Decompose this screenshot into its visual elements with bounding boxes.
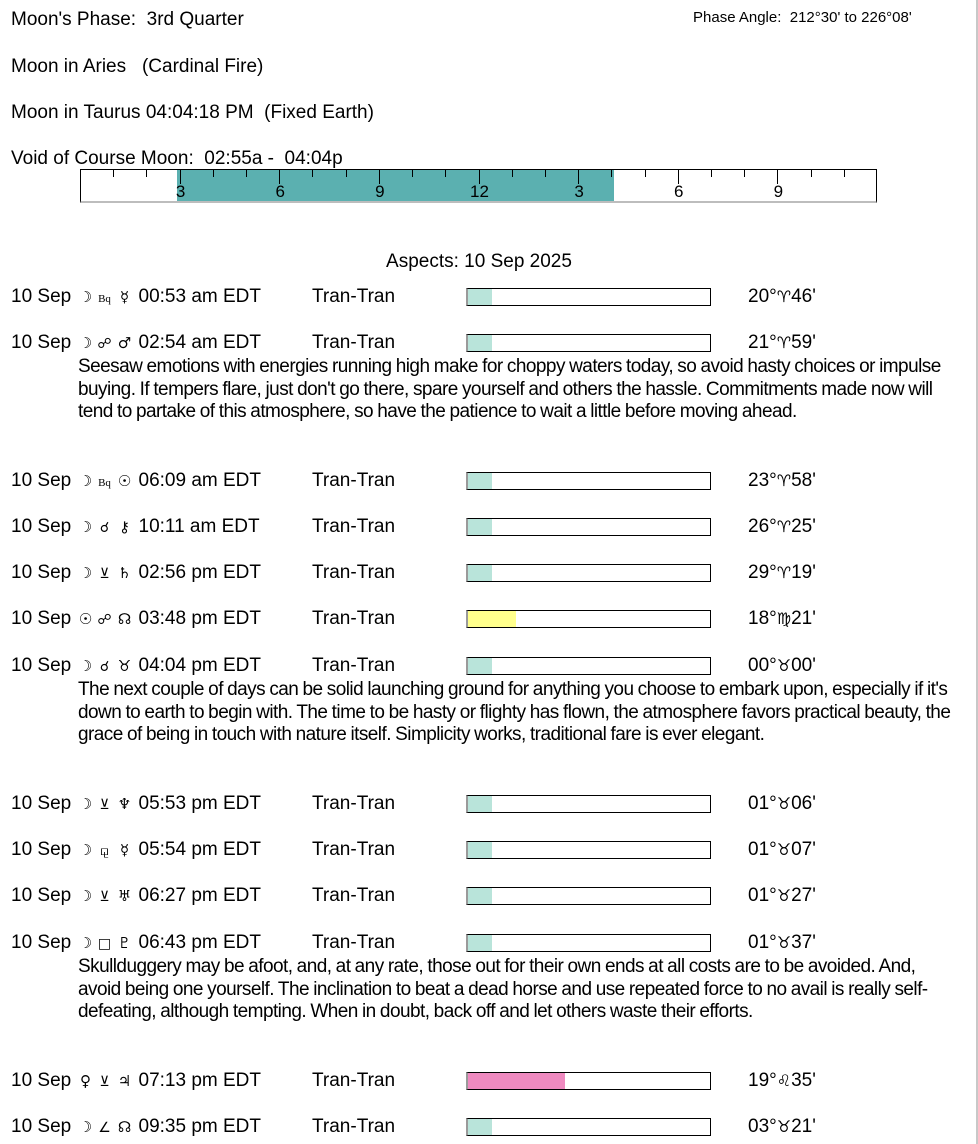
aspect-time: 02:56 pm EDT bbox=[138, 562, 262, 583]
aspect-row bbox=[0, 470, 970, 494]
aspect-time: 07:13 pm EDT bbox=[138, 1070, 262, 1091]
aspect-icon: ⊻ bbox=[99, 797, 110, 813]
aspect-time: 00:53 am EDT bbox=[138, 286, 262, 307]
timeline-tick bbox=[445, 170, 446, 177]
zodiac-sign-icon: ♉ bbox=[776, 656, 792, 675]
aspect-strength-fill bbox=[468, 519, 492, 535]
aspect-date: 10 Sep bbox=[11, 562, 72, 583]
timeline-hour-label: 6 bbox=[674, 182, 684, 201]
aspect-position bbox=[748, 932, 816, 954]
aspect-type: Tran-Tran bbox=[312, 332, 396, 353]
aspect-row bbox=[0, 1070, 970, 1094]
aspect-icon: Bq bbox=[98, 477, 111, 489]
position-minute: 07' bbox=[791, 839, 816, 860]
planet-1-icon: ☽ bbox=[78, 472, 93, 490]
aspect-strength-fill bbox=[468, 796, 492, 812]
aspect-date: 10 Sep bbox=[11, 470, 72, 491]
position-degree: 21° bbox=[748, 332, 777, 353]
aspect-strength-bar bbox=[466, 934, 711, 952]
aspect-icon: Bq bbox=[98, 293, 111, 305]
position-minute: 27' bbox=[791, 885, 816, 906]
zodiac-sign-icon: ♉ bbox=[776, 1117, 792, 1136]
zodiac-sign-icon: ♈ bbox=[776, 333, 792, 352]
phase-angle: Phase Angle: 212°30' to 226°08' bbox=[693, 9, 912, 26]
aspect-strength-fill bbox=[468, 842, 492, 858]
planet-2-icon: ♅ bbox=[117, 887, 132, 905]
aspect-date: 10 Sep bbox=[11, 932, 72, 953]
aspect-row bbox=[0, 793, 970, 817]
aspect-time: 05:54 pm EDT bbox=[138, 839, 262, 860]
timeline-tick bbox=[412, 170, 413, 177]
timeline-tick bbox=[744, 170, 745, 177]
position-minute: 25' bbox=[791, 516, 816, 537]
planet-1-icon: ☽ bbox=[78, 288, 93, 306]
aspect-time: 02:54 am EDT bbox=[138, 332, 262, 353]
aspect-strength-bar bbox=[466, 472, 711, 490]
aspect-strength-bar bbox=[466, 841, 711, 859]
aspect-text bbox=[11, 470, 261, 494]
aspect-type: Tran-Tran bbox=[312, 470, 396, 491]
aspect-time: 06:43 pm EDT bbox=[138, 932, 262, 953]
planet-2-icon: ♄ bbox=[117, 564, 132, 582]
moon-sign-taurus: Moon in Taurus 04:04:18 PM (Fixed Earth) bbox=[11, 102, 374, 123]
timeline-hour-label: 6 bbox=[275, 182, 285, 201]
aspect-text bbox=[11, 516, 260, 539]
position-minute: 59' bbox=[791, 332, 816, 353]
timeline-tick bbox=[146, 170, 147, 177]
aspect-type: Tran-Tran bbox=[312, 655, 396, 676]
aspect-position bbox=[748, 516, 816, 538]
aspect-row bbox=[0, 332, 970, 356]
aspect-strength-fill bbox=[468, 1073, 565, 1089]
position-minute: 58' bbox=[791, 470, 816, 491]
position-minute: 37' bbox=[791, 932, 816, 953]
aspect-strength-bar bbox=[466, 657, 711, 675]
aspect-type: Tran-Tran bbox=[312, 932, 396, 953]
aspect-position bbox=[748, 839, 816, 861]
zodiac-sign-icon: ♉ bbox=[776, 886, 792, 905]
aspect-type: Tran-Tran bbox=[312, 286, 396, 307]
planet-1-icon: ☽ bbox=[78, 334, 93, 352]
aspect-row bbox=[0, 839, 970, 863]
aspect-strength-fill bbox=[468, 888, 492, 904]
aspect-strength-bar bbox=[466, 518, 711, 536]
position-degree: 23° bbox=[748, 470, 777, 491]
aspect-type: Tran-Tran bbox=[312, 516, 396, 537]
aspect-time: 10:11 am EDT bbox=[138, 516, 260, 537]
timeline-tick bbox=[611, 170, 612, 177]
aspect-position bbox=[748, 793, 816, 815]
zodiac-sign-icon: ♉ bbox=[776, 794, 792, 813]
aspect-row bbox=[0, 286, 970, 310]
aspect-type: Tran-Tran bbox=[312, 562, 396, 583]
timeline-tick bbox=[346, 170, 347, 177]
position-degree: 01° bbox=[748, 793, 777, 814]
aspect-time: 06:27 pm EDT bbox=[138, 885, 262, 906]
timeline-hour-label: 3 bbox=[574, 182, 584, 201]
aspect-text bbox=[11, 932, 261, 955]
timeline-tick bbox=[844, 170, 845, 177]
position-degree: 01° bbox=[748, 839, 777, 860]
planet-2-icon: ☿ bbox=[119, 288, 130, 306]
aspect-text bbox=[11, 839, 261, 862]
aspect-text bbox=[11, 608, 261, 631]
timeline-tick bbox=[512, 170, 513, 177]
planet-1-icon: ☉ bbox=[78, 610, 93, 628]
zodiac-sign-icon: ♈ bbox=[776, 471, 792, 490]
position-minute: 06' bbox=[791, 793, 816, 814]
timeline-tick bbox=[711, 170, 712, 177]
aspect-icon: ∠ bbox=[98, 1120, 111, 1136]
aspect-type: Tran-Tran bbox=[312, 1070, 396, 1091]
position-minute: 21' bbox=[791, 1116, 816, 1137]
aspect-date: 10 Sep bbox=[11, 286, 72, 307]
void-of-course-timeline bbox=[80, 169, 877, 203]
position-degree: 20° bbox=[748, 286, 777, 307]
position-degree: 29° bbox=[748, 562, 777, 583]
aspect-date: 10 Sep bbox=[11, 885, 72, 906]
position-minute: 35' bbox=[791, 1070, 816, 1091]
aspect-text bbox=[11, 286, 261, 310]
aspect-text bbox=[11, 793, 261, 816]
aspect-description: The next couple of days can be solid launching ground for anything you choose to embark upon, especially if it's down to earth to begin with. The time to be hasty or flighty has flown, the atmosphere favors practical beauty, the grace of being in touch with nature itself. Simplicity works, traditional fare is ever elegant. bbox=[78, 679, 951, 745]
aspect-icon: ⊻ bbox=[99, 566, 110, 582]
void-of-course-span bbox=[177, 170, 614, 201]
aspect-row bbox=[0, 885, 970, 909]
position-degree: 26° bbox=[748, 516, 777, 537]
aspect-type: Tran-Tran bbox=[312, 839, 396, 860]
position-minute: 21' bbox=[791, 608, 816, 629]
aspect-icon: ⚼ bbox=[99, 843, 110, 859]
zodiac-sign-icon: ♍ bbox=[776, 609, 792, 628]
timeline-tick bbox=[213, 170, 214, 177]
aspect-icon: □ bbox=[97, 936, 112, 952]
aspect-description: Seesaw emotions with energies running high make for choppy waters today, so avoid hasty choices or impulse buying. If tempers flare, just don't go there, spare yourself and others the hassle. Commitments made now will tend to partake of this atmosphere, so have the patience to wait a little before moving ahead. bbox=[78, 356, 941, 422]
timeline-hour-label: 9 bbox=[773, 182, 784, 201]
aspect-strength-bar bbox=[466, 795, 711, 813]
planet-1-icon: ☽ bbox=[78, 934, 93, 952]
position-degree: 00° bbox=[748, 655, 777, 676]
aspect-row bbox=[0, 932, 970, 956]
timeline-hour-label: 12 bbox=[470, 182, 489, 201]
planet-1-icon: ☽ bbox=[78, 518, 93, 536]
timeline-tick bbox=[645, 170, 646, 177]
timeline-tick bbox=[811, 170, 812, 177]
aspect-time: 05:53 pm EDT bbox=[138, 793, 262, 814]
aspect-row bbox=[0, 516, 970, 540]
aspect-date: 10 Sep bbox=[11, 1116, 72, 1137]
aspect-position bbox=[748, 286, 816, 308]
position-degree: 01° bbox=[748, 885, 777, 906]
timeline-tick bbox=[312, 170, 313, 177]
position-minute: 19' bbox=[791, 562, 816, 583]
planet-1-icon: ☽ bbox=[78, 1118, 93, 1136]
aspect-position bbox=[748, 1070, 816, 1092]
moon-sign-aries: Moon in Aries (Cardinal Fire) bbox=[11, 56, 264, 77]
aspect-position bbox=[748, 562, 816, 584]
zodiac-sign-icon: ♈ bbox=[776, 563, 792, 582]
planet-2-icon: ☉ bbox=[117, 472, 132, 490]
planet-2-icon: ♂ bbox=[117, 334, 132, 352]
aspect-position bbox=[748, 885, 816, 907]
aspect-strength-fill bbox=[468, 335, 492, 351]
aspect-strength-bar bbox=[466, 887, 711, 905]
planet-2-icon: ♉ bbox=[117, 657, 132, 675]
moon-phase: Moon's Phase: 3rd Quarter bbox=[11, 9, 244, 30]
planet-1-icon: ♀ bbox=[80, 1072, 92, 1090]
timeline-hour-label: 3 bbox=[175, 182, 186, 201]
timeline-tick bbox=[246, 170, 247, 177]
aspect-icon: ⊻ bbox=[99, 1074, 110, 1090]
planet-1-icon: ☽ bbox=[78, 841, 93, 859]
aspect-icon: ☍ bbox=[97, 612, 112, 628]
planet-2-icon: ♃ bbox=[117, 1072, 132, 1090]
aspect-strength-fill bbox=[468, 565, 492, 581]
aspect-time: 04:04 pm EDT bbox=[138, 655, 262, 676]
planet-1-icon: ☽ bbox=[78, 887, 93, 905]
aspect-row bbox=[0, 655, 970, 679]
planet-2-icon: ☊ bbox=[117, 610, 132, 628]
zodiac-sign-icon: ♈ bbox=[776, 287, 792, 306]
position-degree: 01° bbox=[748, 932, 777, 953]
position-minute: 00' bbox=[791, 655, 816, 676]
aspects-title: Aspects: 10 Sep 2025 bbox=[386, 251, 572, 272]
aspect-text bbox=[11, 885, 261, 908]
aspect-row bbox=[0, 1116, 970, 1140]
planet-2-icon: ♆ bbox=[117, 795, 132, 813]
aspect-date: 10 Sep bbox=[11, 332, 72, 353]
aspect-text bbox=[11, 655, 261, 678]
timeline-hour-label: 9 bbox=[375, 182, 385, 201]
position-minute: 46' bbox=[791, 286, 816, 307]
aspect-row bbox=[0, 562, 970, 586]
aspect-type: Tran-Tran bbox=[312, 885, 396, 906]
zodiac-sign-icon: ♈ bbox=[776, 517, 792, 536]
aspect-type: Tran-Tran bbox=[312, 793, 396, 814]
aspect-text bbox=[11, 1070, 261, 1093]
position-degree: 19° bbox=[748, 1070, 777, 1091]
aspect-icon: ⊻ bbox=[99, 889, 110, 905]
zodiac-sign-icon: ♌ bbox=[776, 1071, 792, 1090]
zodiac-sign-icon: ♉ bbox=[776, 840, 792, 859]
aspect-strength-bar bbox=[466, 1072, 711, 1090]
aspect-position bbox=[748, 608, 816, 630]
timeline-tick bbox=[113, 170, 114, 177]
planet-2-icon: ♇ bbox=[117, 934, 132, 952]
aspect-strength-bar bbox=[466, 1118, 711, 1136]
timeline-tick bbox=[545, 170, 546, 177]
aspect-date: 10 Sep bbox=[11, 655, 72, 676]
position-degree: 18° bbox=[748, 608, 777, 629]
zodiac-sign-icon: ♉ bbox=[776, 933, 792, 952]
aspect-icon: ☍ bbox=[97, 336, 112, 352]
aspect-icon: ☌ bbox=[99, 659, 110, 675]
aspect-description: Skullduggery may be afoot, and, at any rate, those out for their own ends at all costs are to be avoided. And, avoid being one yourself. The inclination to beat a dead horse and use repeated force to no avail is really self-defeating, although tempting. When in doubt, back off and let others waste their efforts. bbox=[78, 956, 928, 1022]
aspect-date: 10 Sep bbox=[11, 793, 72, 814]
aspect-position bbox=[748, 470, 816, 492]
planet-2-icon: ☿ bbox=[119, 841, 130, 859]
aspect-type: Tran-Tran bbox=[312, 608, 396, 629]
aspect-position bbox=[748, 332, 816, 354]
aspect-date: 10 Sep bbox=[11, 1070, 72, 1091]
aspect-position bbox=[748, 1116, 816, 1138]
planet-2-icon: ⚷ bbox=[119, 518, 131, 536]
aspect-strength-fill bbox=[468, 658, 492, 674]
planet-2-icon: ☊ bbox=[117, 1118, 132, 1136]
aspect-strength-fill bbox=[468, 289, 492, 305]
planet-1-icon: ☽ bbox=[78, 657, 93, 675]
aspect-time: 03:48 pm EDT bbox=[138, 608, 262, 629]
aspect-strength-fill bbox=[468, 1119, 492, 1135]
aspect-row bbox=[0, 608, 970, 632]
aspect-text bbox=[11, 1116, 261, 1139]
aspect-date: 10 Sep bbox=[11, 839, 72, 860]
planet-1-icon: ☽ bbox=[78, 795, 93, 813]
aspect-type: Tran-Tran bbox=[312, 1116, 396, 1137]
aspect-text bbox=[11, 562, 261, 585]
aspect-position bbox=[748, 655, 816, 677]
aspect-time: 09:35 pm EDT bbox=[138, 1116, 262, 1137]
aspect-strength-bar bbox=[466, 564, 711, 582]
aspect-icon: ☌ bbox=[99, 520, 110, 536]
aspect-strength-bar bbox=[466, 334, 711, 352]
planet-1-icon: ☽ bbox=[78, 564, 93, 582]
aspect-text bbox=[11, 332, 261, 355]
aspect-date: 10 Sep bbox=[11, 516, 72, 537]
void-of-course: Void of Course Moon: 02:55a - 04:04p bbox=[11, 148, 343, 169]
aspect-time: 06:09 am EDT bbox=[138, 470, 262, 491]
aspect-strength-bar bbox=[466, 288, 711, 306]
aspect-date: 10 Sep bbox=[11, 608, 72, 629]
aspect-strength-fill bbox=[468, 611, 516, 627]
aspect-strength-fill bbox=[468, 935, 492, 951]
position-degree: 03° bbox=[748, 1116, 777, 1137]
aspect-strength-fill bbox=[468, 473, 492, 489]
aspect-strength-bar bbox=[466, 610, 711, 628]
